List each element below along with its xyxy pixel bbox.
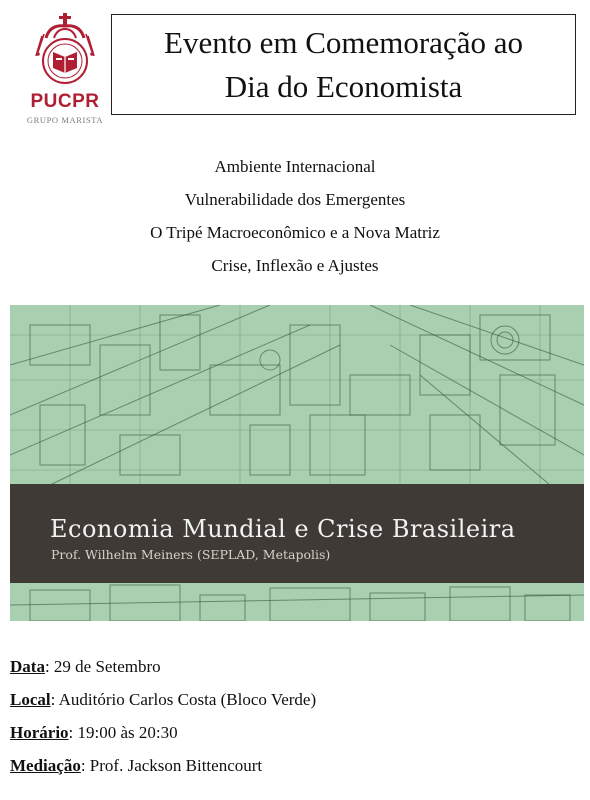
logo-group: GRUPO MARISTA	[26, 115, 104, 125]
detail-label: Mediação	[10, 756, 81, 775]
banner-title: Economia Mundial e Crise Brasileira	[50, 515, 516, 543]
detail-value: : Auditório Carlos Costa (Bloco Verde)	[50, 690, 317, 709]
pucpr-logo	[20, 12, 110, 130]
logo-name: PUCPR	[30, 91, 100, 112]
detail-label: Data	[10, 657, 45, 676]
detail-value: : Prof. Jackson Bittencourt	[80, 756, 263, 775]
detail-value: : 29 de Setembro	[44, 657, 161, 676]
detail-time	[10, 716, 316, 749]
event-banner	[10, 305, 584, 621]
event-details	[10, 650, 316, 782]
detail-label: Local	[10, 690, 51, 709]
topic-item: O Tripé Macroeconômico e a Nova Matriz	[150, 223, 440, 242]
detail-value: : 19:00 às 20:30	[68, 723, 178, 742]
detail-mediation	[10, 749, 316, 782]
event-title-line-2: Dia do Economista	[224, 68, 463, 104]
topic-item: Ambiente Internacional	[214, 157, 376, 176]
event-title-box	[111, 14, 576, 115]
topic-item: Vulnerabilidade dos Emergentes	[184, 190, 406, 209]
banner-subtitle: Prof. Wilhelm Meiners (SEPLAD, Metapolis)	[51, 547, 331, 562]
crest-icon	[34, 12, 96, 90]
detail-label: Horário	[10, 723, 69, 742]
event-title-line-1: Evento em Comemoração ao	[164, 24, 523, 60]
banner-caption-band	[10, 484, 584, 583]
topic-item: Crise, Inflexão e Ajustes	[211, 256, 379, 275]
detail-date	[10, 650, 316, 683]
topics-list	[0, 150, 590, 282]
detail-location	[10, 683, 316, 716]
